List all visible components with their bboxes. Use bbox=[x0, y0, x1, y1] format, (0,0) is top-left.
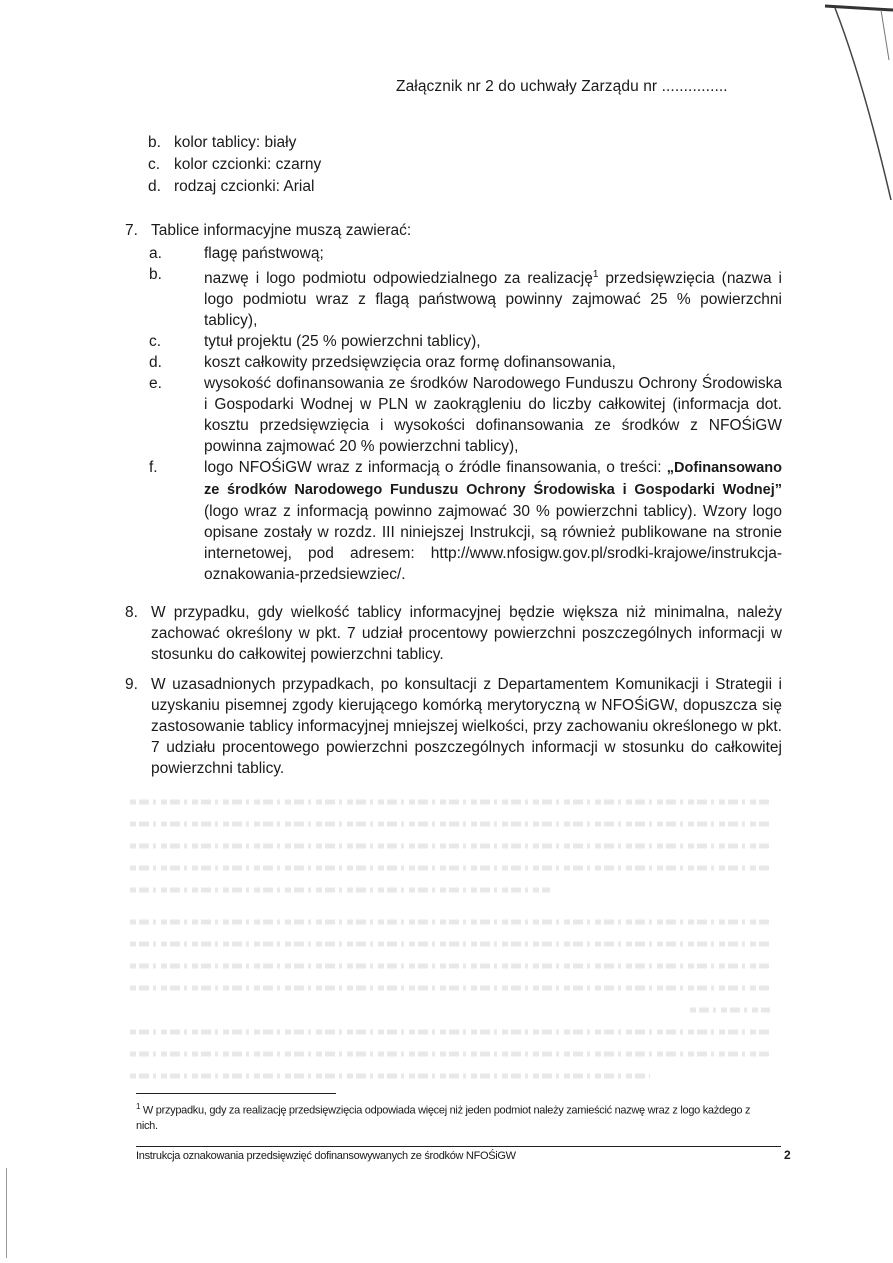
section-number: 8. bbox=[125, 604, 138, 621]
section-9: 9. W uzasadnionych przypadkach, po konsultacji z Departamentem Komunikacji i Strategii i uzyskaniu pisemnej zgody kierującego komórką merytoryczną w NFOŚiGW, dopuszcza się zastosowanie tablicy informacyjnej mniejszej wielkości, przy zachowaniu określonego w pkt. 7 udziału procentowego powierzchni poszczególnych informacji w stosunku do całkowitej powierzchni tablicy. bbox=[125, 676, 782, 777]
list-item: d. rodzaj czcionki: Arial bbox=[148, 178, 315, 195]
list-item: c. tytuł projektu (25 % powierzchni tablicy), bbox=[149, 333, 481, 351]
footnote-ref: 1 bbox=[592, 269, 599, 280]
list-item: b. kolor tablicy: biały bbox=[148, 134, 297, 151]
document-header: Załącznik nr 2 do uchwały Zarządu nr ............... bbox=[396, 78, 728, 95]
footnote-separator bbox=[136, 1093, 336, 1094]
section-number: 9. bbox=[125, 676, 138, 693]
bleed-through-texture bbox=[130, 792, 770, 1092]
footnote: $^1$ W przypadku, gdy za realizację przedsięwzięcia odpowiada więcej niż jeden podmiot należy zamieścić nazwę wraz z logo każdego z nich. bbox=[136, 1102, 751, 1132]
list-item: d. koszt całkowity przedsięwzięcia oraz formę dofinansowania, bbox=[149, 354, 616, 372]
list-item: b. nazwę i logo podmiotu odpowiedzialnego za realizację$^1$ przedsięwzięcia (nazwa i logo podmiotu wraz z flagą państwową powinny zajmować 25 % powierzchni tablicy), bbox=[149, 266, 782, 330]
page-number: 2 bbox=[784, 1148, 791, 1162]
footer-text: Instrukcja oznakowania przedsięwzięć dofinansowywanych ze środków NFOŚiGW bbox=[136, 1150, 516, 1162]
list-item: c. kolor czcionki: czarny bbox=[148, 156, 322, 173]
section-8: 8. W przypadku, gdy wielkość tablicy informacyjnej będzie większa niż minimalna, należy zachować określony w pkt. 7 udział procentowy powierzchni poszczególnych informacji w stosunku do całkowitej powierzchni tablicy. bbox=[125, 604, 782, 663]
scan-edge-artifact bbox=[823, 0, 893, 210]
top-list bbox=[148, 132, 321, 198]
section-intro: Tablice informacyjne muszą zawierać: bbox=[151, 222, 412, 239]
list-item: e. wysokość dofinansowania ze środków Narodowego Funduszu Ochrony Środowiska i Gospodarki Wodnej w PLN w zaokrągleniu do liczby całkowitej (informacja dot. kosztu przedsięwzięcia i wysokości dofinansowania ze środków z NFOŚiGW powinna zajmować 20 % powierzchni tablicy), bbox=[149, 375, 782, 456]
list-item: f. logo NFOŚiGW wraz z informacją o źródle finansowania, o treści: „Dofinansowano ze środków Narodowego Funduszu Ochrony Środowiska i Gospodarki Wodnej” (logo wraz z informacją powinno zajmować 30 % powierzchni tablicy). Wzory logo opisane zostały w rozdz. III niniejszej Instrukcji, są również publikowane na stronie internetowej, pod adresem: http://www.nfosigw.gov.pl/srodki-krajowe/instrukcja-oznakowania-przedsiewziec/. bbox=[149, 459, 782, 584]
section-7 bbox=[125, 220, 782, 585]
footer-separator bbox=[136, 1146, 781, 1147]
list-item: a. flagę państwową; bbox=[149, 245, 324, 262]
section-number: 7. bbox=[125, 222, 138, 239]
quoted-funding-statement: „Dofinansowano ze środków Narodowego Funduszu Ochrony Środowiska i Gospodarki Wodnej” bbox=[204, 460, 782, 499]
scan-margin-line bbox=[6, 1168, 7, 1258]
